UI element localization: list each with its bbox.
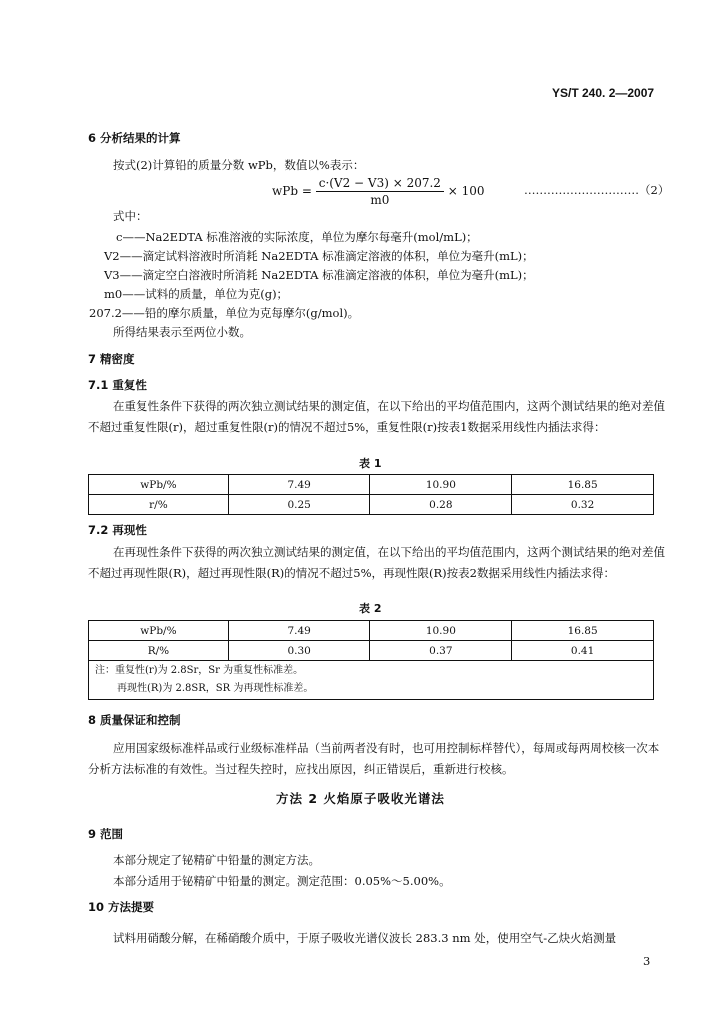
result-note: 所得结果表示至两位小数。 <box>113 325 251 339</box>
def-m0: m0——试料的质量，单位为克(g)； <box>104 287 289 301</box>
section-9-line-2: 本部分适用于铋精矿中铅量的测定。测定范围：0.05%～5.00%。 <box>113 874 451 888</box>
table-1-cell: wPb/% <box>89 475 229 495</box>
where-label: 式中： <box>113 209 148 223</box>
def-v2: V2——滴定试料溶液时所消耗 Na2EDTA 标准滴定溶液的体积，单位为毫升(mL)； <box>104 249 534 263</box>
section-9-line-1: 本部分规定了铋精矿中铅量的测定方法。 <box>113 853 320 867</box>
formula-fraction <box>316 176 444 207</box>
table-2-notes-row <box>89 661 654 700</box>
table-1-cell: 7.49 <box>228 475 370 495</box>
table-2-cell: 16.85 <box>512 621 654 641</box>
def-v3: V3——滴定空白溶液时所消耗 Na2EDTA 标准滴定溶液的体积，单位为毫升(mL)； <box>104 268 534 282</box>
table-2-cell: 0.37 <box>370 641 512 661</box>
section-10-heading: 10 方法提要 <box>88 900 155 914</box>
table-2-caption: 表 2 <box>359 602 382 615</box>
table-2-cell: wPb/% <box>89 621 229 641</box>
table-1-cell: r/% <box>89 495 229 515</box>
def-molar-mass: 207.2——铅的摩尔质量，单位为克每摩尔(g/mol)。 <box>89 306 360 320</box>
table-2-row-reproducibility <box>89 641 654 661</box>
section-7-heading: 7 精密度 <box>88 352 135 366</box>
section-7-1-text: 在重复性条件下获得的两次独立测试结果的测定值，在以下给出的平均值范围内，这两个测试结果的绝对差值不超过重复性限(r)，超过重复性限(r)的情况不超过5%，重复性限(r)按表1数据采用线性内插法求得： <box>88 399 665 434</box>
table-2-row-mass-fraction <box>89 621 654 641</box>
formula-denominator: m0 <box>370 193 390 207</box>
table-2-cell: 7.49 <box>228 621 370 641</box>
method-2-title: 方法 2 火焰原子吸收光谱法 <box>276 791 445 806</box>
formula-tail: × 100 <box>447 184 485 198</box>
section-7-2-text: 在再现性条件下获得的两次独立测试结果的测定值，在以下给出的平均值范围内，这两个测试结果的绝对差值不超过再现性限(R)，超过再现性限(R)的情况不超过5%，再现性限(R)按表2数据采用线性内插法求得： <box>88 545 665 580</box>
note-reproducibility: 再现性(R)为 2.8SR，SR 为再现性标准差。 <box>117 683 314 694</box>
section-8-text: 应用国家级标准样品或行业级标准样品（当前两者没有时，也可用控制标样替代），每周或每两周校核一次本分析方法标准的有效性。当过程失控时，应找出原因，纠正错误后，重新进行校核。 <box>88 741 660 776</box>
table-1-cell: 10.90 <box>370 475 512 495</box>
formula-2 <box>272 176 485 207</box>
section-9-heading: 9 范围 <box>88 827 124 841</box>
formula-numerator: c·(V2 − V3) × 207.2 <box>316 176 444 192</box>
table-1-cell: 0.28 <box>370 495 512 515</box>
table-1-cell: 0.25 <box>228 495 370 515</box>
table-2-cell: R/% <box>89 641 229 661</box>
table-1-cell: 16.85 <box>512 475 654 495</box>
table-2-notes <box>89 661 654 700</box>
table-1-row-mass-fraction <box>89 475 654 495</box>
formula-lhs: wPb = <box>272 184 316 198</box>
table-1 <box>88 474 654 515</box>
note-repeatability: 注：重复性(r)为 2.8Sr，Sr 为重复性标准差。 <box>95 665 304 676</box>
table-1-cell: 0.32 <box>512 495 654 515</box>
table-2-cell: 0.41 <box>512 641 654 661</box>
section-7-2-heading: 7.2 再现性 <box>88 523 147 537</box>
section-6-heading: 6 分析结果的计算 <box>88 131 181 145</box>
def-c: c——Na2EDTA 标准溶液的实际浓度，单位为摩尔每毫升(mol/mL)； <box>116 230 478 244</box>
table-1-row-repeatability <box>89 495 654 515</box>
table-2-cell: 10.90 <box>370 621 512 641</box>
formula-number: …………………………（2） <box>524 183 670 197</box>
section-6-intro: 按式(2)计算铅的质量分数 wPb，数值以%表示： <box>113 158 365 172</box>
table-2-cell: 0.30 <box>228 641 370 661</box>
section-7-1-heading: 7.1 重复性 <box>88 378 147 392</box>
section-10-text: 试料用硝酸分解，在稀硝酸介质中，于原子吸收光谱仪波长 283.3 nm 处，使用空气-乙炔火焰测量 <box>113 931 617 945</box>
table-1-caption: 表 1 <box>359 457 382 470</box>
section-8-heading: 8 质量保证和控制 <box>88 713 181 727</box>
standard-code: YS/T 240. 2—2007 <box>552 86 655 100</box>
page-number: 3 <box>643 954 651 968</box>
table-2 <box>88 620 654 700</box>
